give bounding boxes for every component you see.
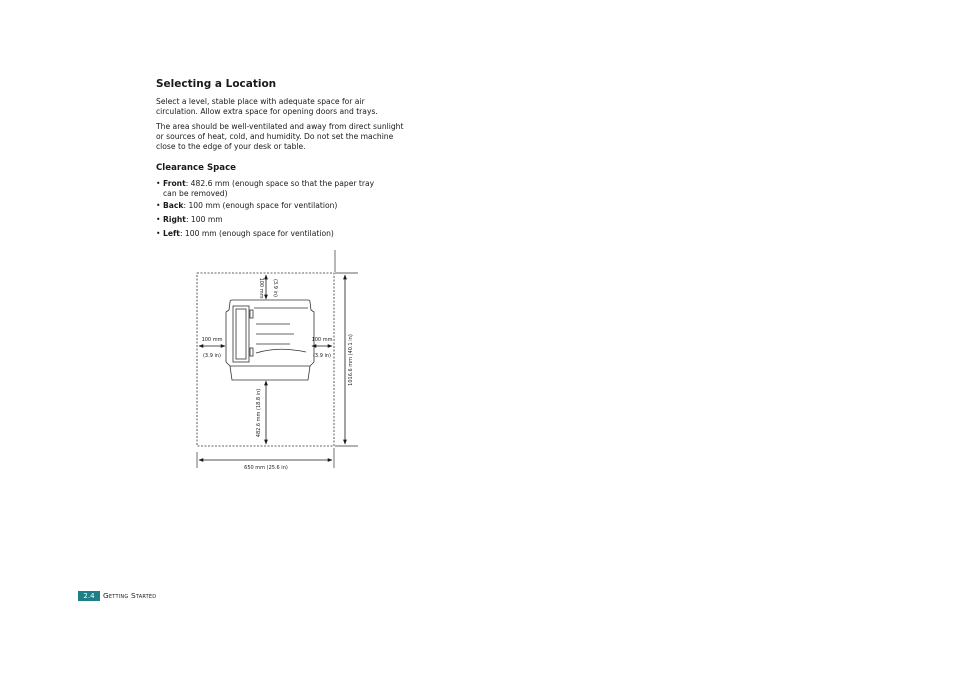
printer-top-view [226,300,314,380]
left-in-label: (3.9 in) [202,353,222,359]
intro-paragraph-2: The area should be well-ventilated and away from direct sunlight or sources of heat, cold, and humidity. Do not set the machine close to the edge of your desk or table. [156,122,404,151]
back-mm-label: 100 mm [258,277,264,299]
clearance-label: Back [163,201,184,210]
clearance-boundary [197,273,334,446]
clearance-text: : 100 mm [185,215,223,224]
bullet-icon: • [156,179,161,188]
subsection-heading: Clearance Space [156,163,237,173]
clearance-item-right [156,215,404,225]
clearance-label: Front [163,179,186,188]
page-number-badge: 2.4 [78,591,100,601]
bullet-icon: • [156,201,161,210]
depth-label: 1016.6 mm (40.1 in) [348,334,354,386]
clearance-text: : 100 mm (enough space for ventilation) [183,201,338,210]
bullet-icon: • [156,229,161,238]
intro-paragraph-1: Select a level, stable place with adequate space for air circulation. Allow extra space for opening doors and trays. [156,97,378,116]
clearance-label: Right [163,215,186,224]
clearance-diagram [190,248,370,476]
left-mm-label: 100 mm [201,337,223,343]
back-in-label: (3.9 in) [272,278,278,298]
clearance-text: : 482.6 mm (enough space so that the paper tray [185,179,375,188]
section-heading: Selecting a Location [156,78,277,90]
right-mm-label: 100 mm [311,337,333,343]
clearance-text: : 100 mm (enough space for ventilation) [179,229,334,238]
clearance-label: Left [163,229,180,238]
clearance-item-back [156,201,404,211]
bullet-icon: • [156,215,161,224]
clearance-item-front [156,179,404,199]
right-in-label: (3.9 in) [312,353,332,359]
footer-section-label: Getting Started [103,591,157,600]
front-label: 482.6 mm (18.8 in) [256,388,262,438]
width-label: 650 mm (25.6 in) [244,465,288,471]
clearance-text-continued: can be removed) [163,188,228,198]
clearance-item-left [156,229,404,239]
